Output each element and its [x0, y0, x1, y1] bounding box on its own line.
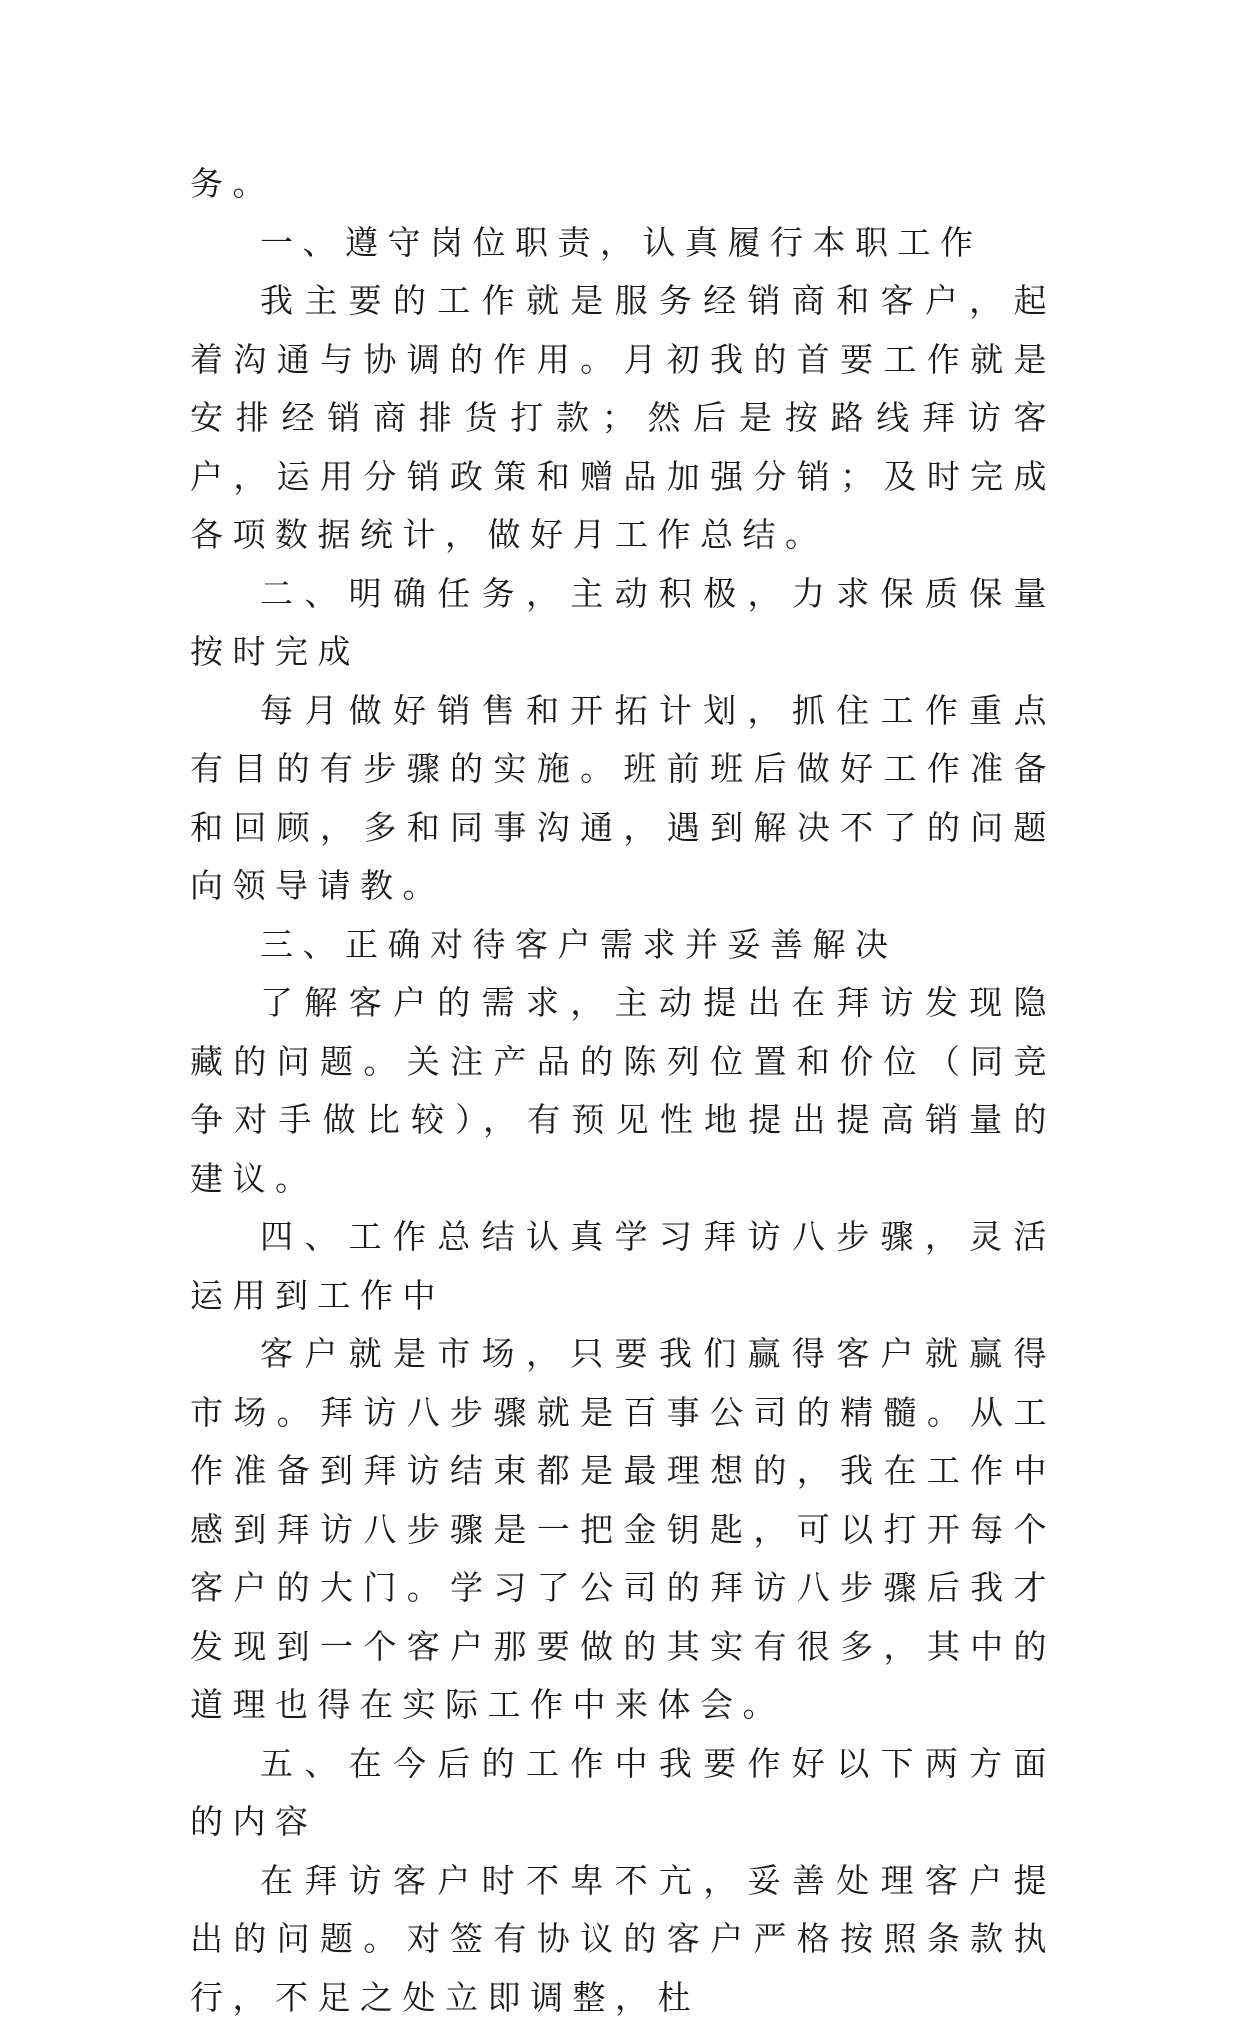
paragraph-2: 每月做好销售和开拓计划，抓住工作重点有目的有步骤的实施。班前班后做好工作准备和回顾，多和同事沟通，遇到解决不了的问题向领导请教。: [190, 682, 1056, 916]
paragraph-3: 了解客户的需求，主动提出在拜访发现隐藏的问题。关注产品的陈列位置和价位（同竞争对手做比较），有预见性地提出提高销量的建议。: [190, 974, 1056, 1208]
section-heading-1: 一、遵守岗位职责，认真履行本职工作: [190, 214, 1056, 273]
section-heading-2: 二、明确任务，主动积极，力求保质保量按时完成: [190, 565, 1056, 682]
paragraph-5: 在拜访客户时不卑不亢，妥善处理客户提出的问题。对签有协议的客户严格按照条款执行，不足之处立即调整，杜: [190, 1852, 1056, 2027]
section-heading-4: 四、工作总结认真学习拜访八步骤，灵活运用到工作中: [190, 1208, 1056, 1325]
section-heading-5: 五、在今后的工作中我要作好以下两方面的内容: [190, 1735, 1056, 1852]
document-page: [190, 155, 1056, 2027]
paragraph-1: 我主要的工作就是服务经销商和客户，起着沟通与协调的作用。月初我的首要工作就是安排经销商排货打款；然后是按路线拜访客户，运用分销政策和赠品加强分销；及时完成各项数据统计，做好月工作总结。: [190, 272, 1056, 565]
section-heading-3: 三、正确对待客户需求并妥善解决: [190, 916, 1056, 975]
paragraph-4: 客户就是市场，只要我们赢得客户就赢得市场。拜访八步骤就是百事公司的精髓。从工作准备到拜访结束都是最理想的，我在工作中感到拜访八步骤是一把金钥匙，可以打开每个客户的大门。学习了公司的拜访八步骤后我才发现到一个客户那要做的其实有很多，其中的道理也得在实际工作中来体会。: [190, 1325, 1056, 1735]
paragraph-continuation: 务。: [190, 155, 1056, 214]
